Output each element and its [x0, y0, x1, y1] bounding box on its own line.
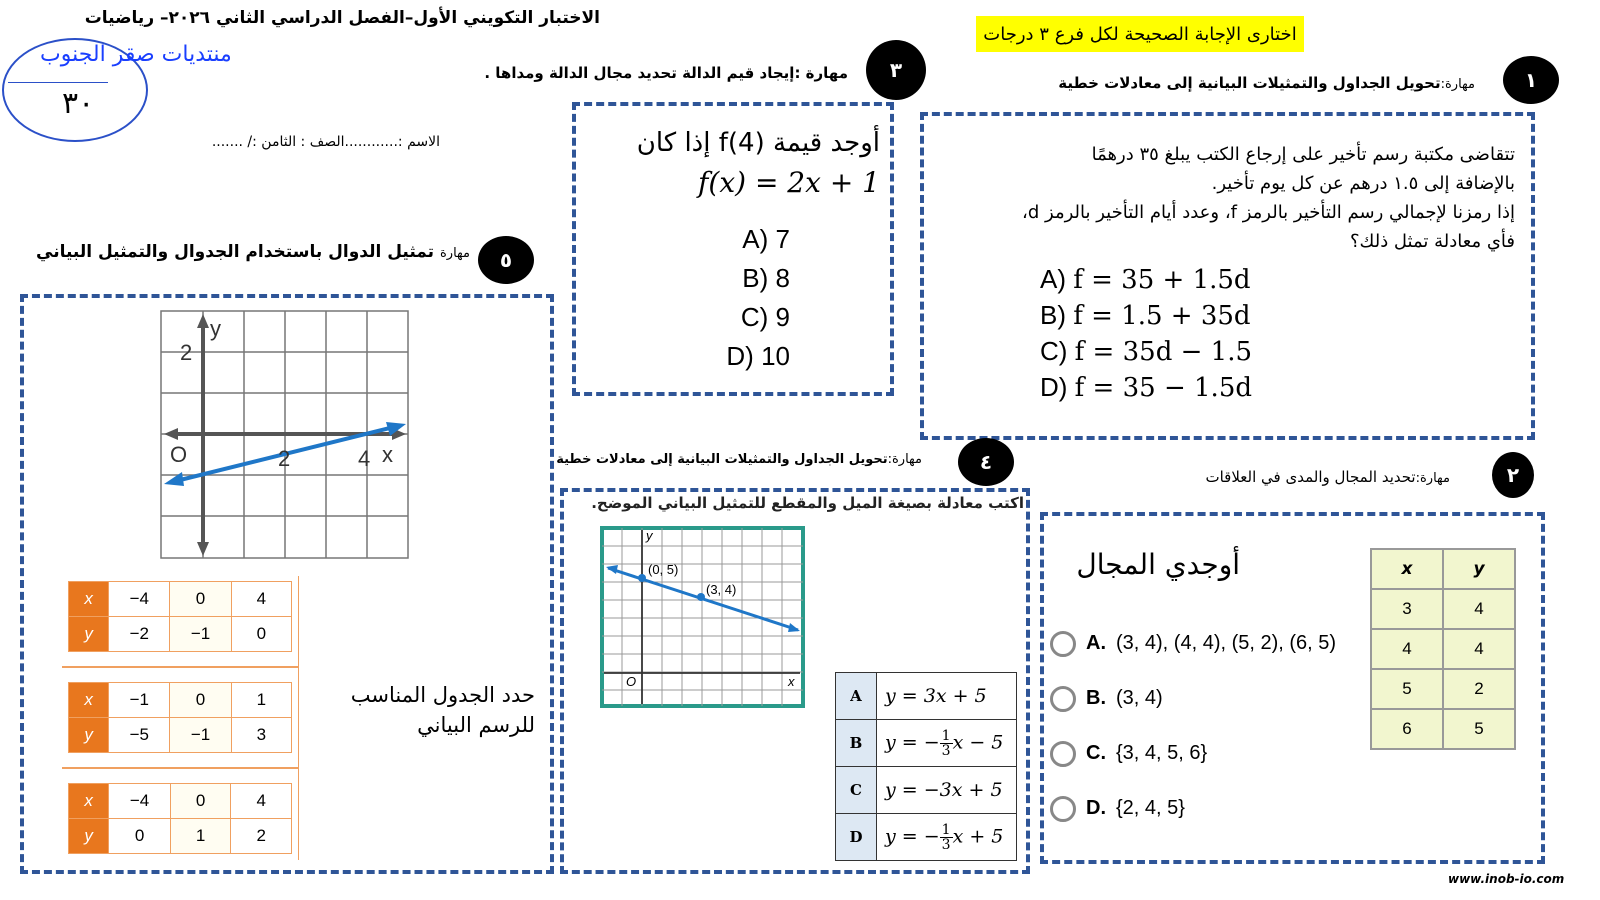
q4-graph: [600, 526, 805, 708]
q4-choice-c[interactable]: C y = −3x + 5: [836, 767, 1017, 814]
q2-prompt: أوجدي المجال: [1076, 548, 1240, 581]
question-1-badge: ١: [1503, 56, 1559, 104]
q4-choice-a[interactable]: A y = 3x + 5: [836, 673, 1017, 720]
question-1-options: [1040, 262, 1252, 406]
q5-graph-x-tick-2: 2: [278, 446, 291, 471]
q2-option-a[interactable]: A. (3, 4), (4, 4), (5, 2), (6, 5): [1050, 616, 1336, 671]
q1-option-d[interactable]: D) f = 35 − 1.5d: [1040, 372, 1252, 403]
q1-option-c[interactable]: C) f = 35d − 1.5: [1040, 336, 1252, 367]
q3-text-line-1: أوجد قيمة f(4) إذا كان: [636, 128, 880, 158]
q4-graph-y-label: y: [646, 528, 653, 543]
radio-icon[interactable]: [1050, 796, 1076, 822]
question-4-skill: مهارة:تحويل الجداول والتمثيلات البيانية إلى معادلات خطية: [556, 452, 922, 467]
watermark-url: www.inob-io.com: [1448, 872, 1565, 886]
q1-line-1: تتقاضى مكتبة رسم تأخير على إرجاع الكتب يبلغ ٣٥ درهمًا: [1091, 144, 1515, 165]
q1-line-4: فأي معادلة تمثل ذلك؟: [1349, 231, 1515, 252]
q3-option-c[interactable]: C) 9: [740, 302, 790, 332]
q4-choice-b[interactable]: B y = − $\frac{1}{3}$ x − 5: [836, 720, 1017, 767]
q3-option-a[interactable]: A) 7: [742, 224, 790, 254]
q4-graph-x-label: x: [788, 674, 795, 689]
q4-graph-point1: (0, 5): [648, 562, 679, 577]
q5-table-option-1[interactable]: x −4 0 4 y −2 −1 0: [62, 576, 298, 668]
q4-graph-origin: O: [626, 674, 637, 689]
q3-text-line-2: f(x) = 2x + 1: [698, 166, 880, 199]
q1-option-a[interactable]: A) f = 35 + 1.5d: [1040, 264, 1251, 295]
q2-options: [1050, 616, 1336, 836]
q1-option-b[interactable]: B) f = 1.5 + 35d: [1040, 300, 1251, 331]
student-info-line: الاسم :............الصف : الثامن :/ .......: [211, 134, 440, 150]
q5-tables: [62, 576, 299, 860]
q2-option-d[interactable]: D. {2, 4, 5}: [1050, 781, 1336, 836]
question-1-text: [930, 140, 1515, 256]
q5-graph-x-tick-4: 4: [358, 446, 371, 471]
forum-name: منتديات صقر الجنوب: [40, 42, 232, 67]
score-divider: [8, 82, 108, 83]
q5-graph-y-tick: 2: [180, 340, 193, 365]
q3-option-b[interactable]: B) 8: [742, 263, 790, 293]
question-5-badge: ٥: [478, 236, 534, 284]
q4-choice-d[interactable]: D y = − $\frac{1}{3}$ x + 5: [836, 814, 1017, 861]
question-3-options: [700, 220, 790, 376]
q1-line-3: إذا رمزنا لإجمالي رسم التأخير بالرمز f، وعدد أيام التأخير بالرمز d،: [1022, 202, 1515, 223]
q5-graph-origin: O: [170, 442, 188, 467]
question-5-skill: مهارة تمثيل الدوال باستخدام الجدوال والتمثيل البياني: [36, 242, 470, 262]
q2-option-c[interactable]: C. {3, 4, 5, 6}: [1050, 726, 1336, 781]
instruction-banner: اختارى الإجابة الصحيحة لكل فرع ٣ درجات: [976, 16, 1304, 52]
radio-icon[interactable]: [1050, 631, 1076, 657]
question-1-skill: مهارة:تحويل الجداول والتمثيلات البيانية إلى معادلات خطية: [1058, 74, 1475, 92]
q2-option-b[interactable]: B. (3, 4): [1050, 671, 1336, 726]
question-3-skill: مهارة :إيجاد قيم الدالة تحديد مجال الدالة ومداها .: [484, 64, 848, 82]
q5-graph: [160, 310, 410, 560]
q1-line-2: بالإضافة إلى ١.٥ درهم عن كل يوم تأخير.: [1211, 173, 1515, 194]
question-2-skill: مهارة:تحديد المجال والمدى في العلاقات: [1205, 468, 1450, 486]
q5-table-option-3[interactable]: x −4 0 4 y 0 1 2: [62, 769, 298, 860]
exam-title: الاختبار التكويني الأول–الفصل الدراسي الثاني ٢٠٢٦– رياضيات: [84, 8, 600, 28]
q5-graph-y-label: y: [210, 316, 221, 341]
q4-prompt: اكتب معادلة بصيغة الميل والمقطع للتمثيل البياني الموضح.: [591, 494, 1024, 512]
score-total: ٣٠: [62, 86, 95, 121]
q3-option-d[interactable]: D) 10: [726, 341, 790, 371]
question-4-badge: ٤: [958, 438, 1014, 486]
q5-prompt: حدد الجدول المناسب للرسم البياني: [350, 683, 535, 737]
q5-table-option-2[interactable]: x −1 0 1 y −5 −1 3: [62, 668, 298, 769]
question-3-badge: ٣: [866, 40, 926, 100]
q4-graph-point2: (3, 4): [706, 582, 737, 597]
q2-relation-table: x y 3 4 4 4 5 2 6 5: [1370, 548, 1516, 750]
radio-icon[interactable]: [1050, 741, 1076, 767]
radio-icon[interactable]: [1050, 686, 1076, 712]
question-2-badge: ٢: [1492, 452, 1534, 498]
q5-graph-x-label: x: [382, 442, 393, 467]
q4-choices-table: [835, 672, 1017, 861]
